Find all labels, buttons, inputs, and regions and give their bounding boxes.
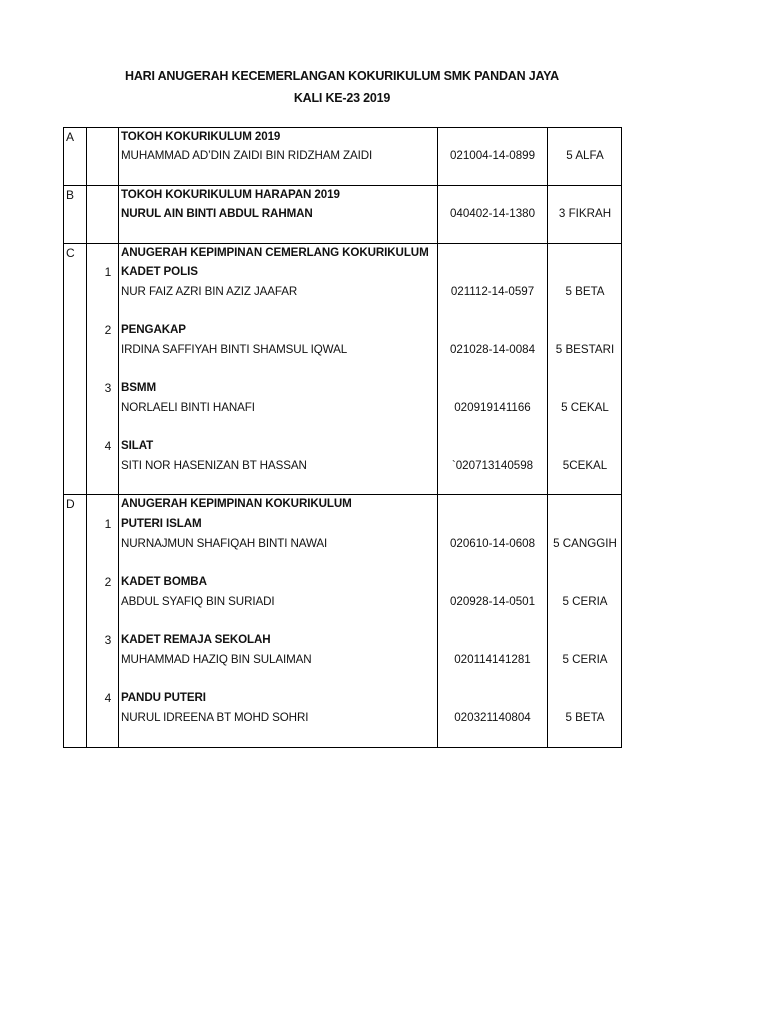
section-heading: ANUGERAH KEPIMPINAN KOKURIKULUM xyxy=(121,497,352,510)
ic-number: 020114141281 xyxy=(454,653,531,666)
entry-number: 1 xyxy=(104,517,112,531)
entry-number: 4 xyxy=(104,691,112,705)
category-label: SILAT xyxy=(121,439,154,452)
section-letter: D xyxy=(66,497,75,511)
ic-number: 020919141166 xyxy=(454,401,531,414)
category-label: PUTERI ISLAM xyxy=(121,517,202,530)
category-label: KADET BOMBA xyxy=(121,575,207,588)
class-name: 5 ALFA xyxy=(566,149,604,162)
document-title: HARI ANUGERAH KECEMERLANGAN KOKURIKULUM SMK PANDAN JAYA xyxy=(125,69,559,83)
student-name: NURUL AIN BINTI ABDUL RAHMAN xyxy=(121,207,313,220)
row-divider xyxy=(63,185,622,186)
student-name: NURNAJMUN SHAFIQAH BINTI NAWAI xyxy=(121,537,328,550)
class-name: 5 BESTARI xyxy=(555,343,615,356)
section-heading: TOKOH KOKURIKULUM HARAPAN 2019 xyxy=(121,188,340,201)
class-name: 5CEKAL xyxy=(562,459,608,472)
class-name: 5 CERIA xyxy=(562,595,608,608)
section-letter: B xyxy=(66,188,75,202)
entry-number: 2 xyxy=(104,323,112,337)
student-name: NURUL IDREENA BT MOHD SOHRI xyxy=(121,711,309,724)
category-label: PANDU PUTERI xyxy=(121,691,206,704)
class-name: 5 BETA xyxy=(565,711,605,724)
student-name: NORLAELI BINTI HANAFI xyxy=(121,401,255,414)
column-divider xyxy=(86,127,87,748)
section-heading: ANUGERAH KEPIMPINAN CEMERLANG KOKURIKULUM xyxy=(121,246,429,259)
column-divider xyxy=(118,127,119,748)
entry-number: 2 xyxy=(104,575,112,589)
student-name: MUHAMMAD AD’DIN ZAIDI BIN RIDZHAM ZAIDI xyxy=(121,149,373,162)
entry-number: 3 xyxy=(104,633,112,647)
entry-number: 1 xyxy=(104,265,112,279)
row-divider xyxy=(63,494,622,495)
student-name: MUHAMMAD HAZIQ BIN SULAIMAN xyxy=(121,653,312,666)
category-label: KADET POLIS xyxy=(121,265,198,278)
ic-number: 020928-14-0501 xyxy=(449,595,536,608)
student-name: NUR FAIZ AZRI BIN AZIZ JAAFAR xyxy=(121,285,298,298)
ic-number: 020321140804 xyxy=(454,711,531,724)
entry-number: 4 xyxy=(104,439,112,453)
ic-number: `020713140598 xyxy=(451,459,534,472)
student-name: SITI NOR HASENIZAN BT HASSAN xyxy=(121,459,307,472)
student-name: IRDINA SAFFIYAH BINTI SHAMSUL IQWAL xyxy=(121,343,348,356)
entry-number: 3 xyxy=(104,381,112,395)
class-name: 3 FIKRAH xyxy=(558,207,612,220)
row-divider xyxy=(63,243,622,244)
ic-number: 040402-14-1380 xyxy=(449,207,536,220)
category-label: PENGAKAP xyxy=(121,323,186,336)
ic-number: 021004-14-0899 xyxy=(449,149,536,162)
ic-number: 021028-14-0084 xyxy=(449,343,536,356)
section-letter: C xyxy=(66,246,75,260)
ic-number: 021112-14-0597 xyxy=(450,285,535,298)
class-name: 5 BETA xyxy=(565,285,605,298)
document-subtitle: KALI KE-23 2019 xyxy=(293,91,391,105)
section-heading: TOKOH KOKURIKULUM 2019 xyxy=(121,130,281,143)
section-letter: A xyxy=(66,130,75,144)
class-name: 5 CEKAL xyxy=(561,401,609,414)
category-label: BSMM xyxy=(121,381,157,394)
class-name: 5 CERIA xyxy=(562,653,608,666)
class-name: 5 CANGGIH xyxy=(553,537,617,550)
category-label: KADET REMAJA SEKOLAH xyxy=(121,633,271,646)
ic-number: 020610-14-0608 xyxy=(449,537,536,550)
student-name: ABDUL SYAFIQ BIN SURIADI xyxy=(121,595,275,608)
